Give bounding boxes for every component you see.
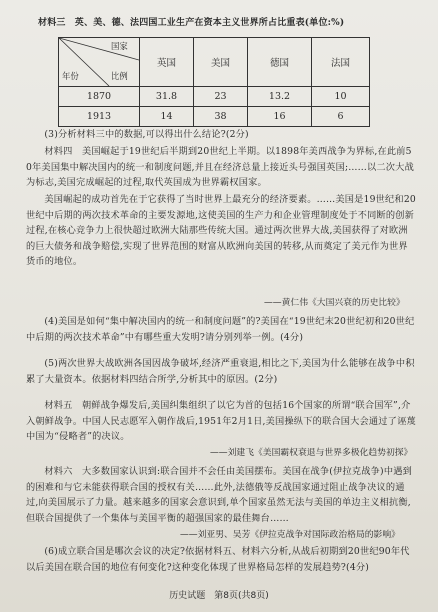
table-row	[59, 87, 370, 107]
table-corner-cell	[59, 38, 140, 87]
material3-title: 材料三 英、美、德、法四国工业生产在资本主义世界所占比重表(单位:%)	[38, 18, 345, 28]
table-header: 英国	[140, 38, 194, 87]
question-3: (3)分析材料三中的数据,可以得出什么结论?(2分)	[44, 129, 249, 140]
table-cell: 14	[140, 107, 194, 127]
question-6: (6)成立联合国是哪次会议的决定?依据材料五、材料六分析,从战后初期到20世纪90年代以后美国在联合国的地位有何变化?这种变化体现了世界格局怎样的发展趋势?(4分)	[26, 546, 410, 573]
table-cell: 10	[312, 87, 370, 107]
material5-source: ——刘建飞《美国霸权衰退与世界多极化趋势初探》	[210, 448, 413, 458]
corner-label-country: 国家	[111, 41, 128, 51]
material4-para2: 美国崛起的成功首先在于它获得了当时世界上最充分的经济要素。……美国是19世纪和20世纪中后期的两次技术革命的主要发源地,这使美国的生产力和企业管理制度处于不同断的创新过程,在核心竞争力上很快超过欧洲大陆那些传统大国。通过两次世界大战,美国获得了对欧洲的巨大债务和战争赔偿,实现了世界范围的财富从欧洲向美国的转移,从而奠定了美元作为世界货币的地位。	[26, 194, 416, 268]
material6-source: ——刘亚男、吴芳《伊拉克战争对国际政治格局的影响》	[180, 530, 400, 540]
table-cell: 16	[248, 107, 312, 127]
material4-para1: 材料四 美国崛起于19世纪后半期到20世纪上半期。以1898年美西战争为界标,在此前50年美国集中解决国内的统一和制度问题,并且在经济总量上接近头号强国英国;……以二次大战为标志,美国完成崛起的过程,取代英国成为世界霸权国家。	[26, 146, 414, 189]
table-cell: 6	[312, 107, 370, 127]
material4-source: ——黄仁伟《大国兴衰的历史比较》	[264, 298, 405, 308]
table-header: 德国	[248, 38, 312, 87]
table-cell-year: 1870	[59, 87, 140, 107]
industry-share-table	[58, 37, 370, 127]
question-4: (4)美国是如何“集中解决国内的统一和制度问题”的?美国在“19世纪末20世纪初和20世纪中后期的两次技术革命”中有哪些重大发明?请分别列举一例。(4分)	[26, 316, 415, 343]
table-row	[59, 107, 370, 127]
material6-para: 材料六 大多数国家认识到:联合国并不会任由美国摆布。美国在战争(伊拉克战争)中遇到的困难和与它未能获得联合国的授权有关……此外,法德俄等反战国家通过阻止战争决议的通过,向美国展示了力量。越来越多的国家会意识到,单个国家虽然无法与美国的单边主义相抗衡,但联合国提供了一个集体与美国平衡的超强国家的最佳舞台……	[26, 466, 412, 524]
page-footer: 历史试题 第8页(共8页)	[169, 591, 269, 601]
table-cell: 13.2	[248, 87, 312, 107]
table-header: 美国	[194, 38, 248, 87]
table-cell-year: 1913	[59, 107, 140, 127]
table-cell: 23	[194, 87, 248, 107]
material5-para: 材料五 朝鲜战争爆发后,美国纠集组织了以它为首的包括16个国家的所谓“联合国军”,介入朝鲜战争。中国人民志愿军入朝作战后,1951年2月1日,美国操纵下的联合国大会通过了诬蔑中国为“侵略者”的决议。	[26, 400, 416, 443]
question-5: (5)两次世界大战欧洲各国因战争破坏,经济严重衰退,相比之下,美国为什么能够在战争中积累了大量资本。依据材料四结合所学,分析其中的原因。(2分)	[26, 358, 415, 385]
table-cell: 38	[194, 107, 248, 127]
table-cell: 31.8	[140, 87, 194, 107]
table-header: 法国	[312, 38, 370, 87]
corner-label-year: 年份	[62, 71, 79, 81]
corner-label-ratio: 比例	[111, 71, 128, 81]
